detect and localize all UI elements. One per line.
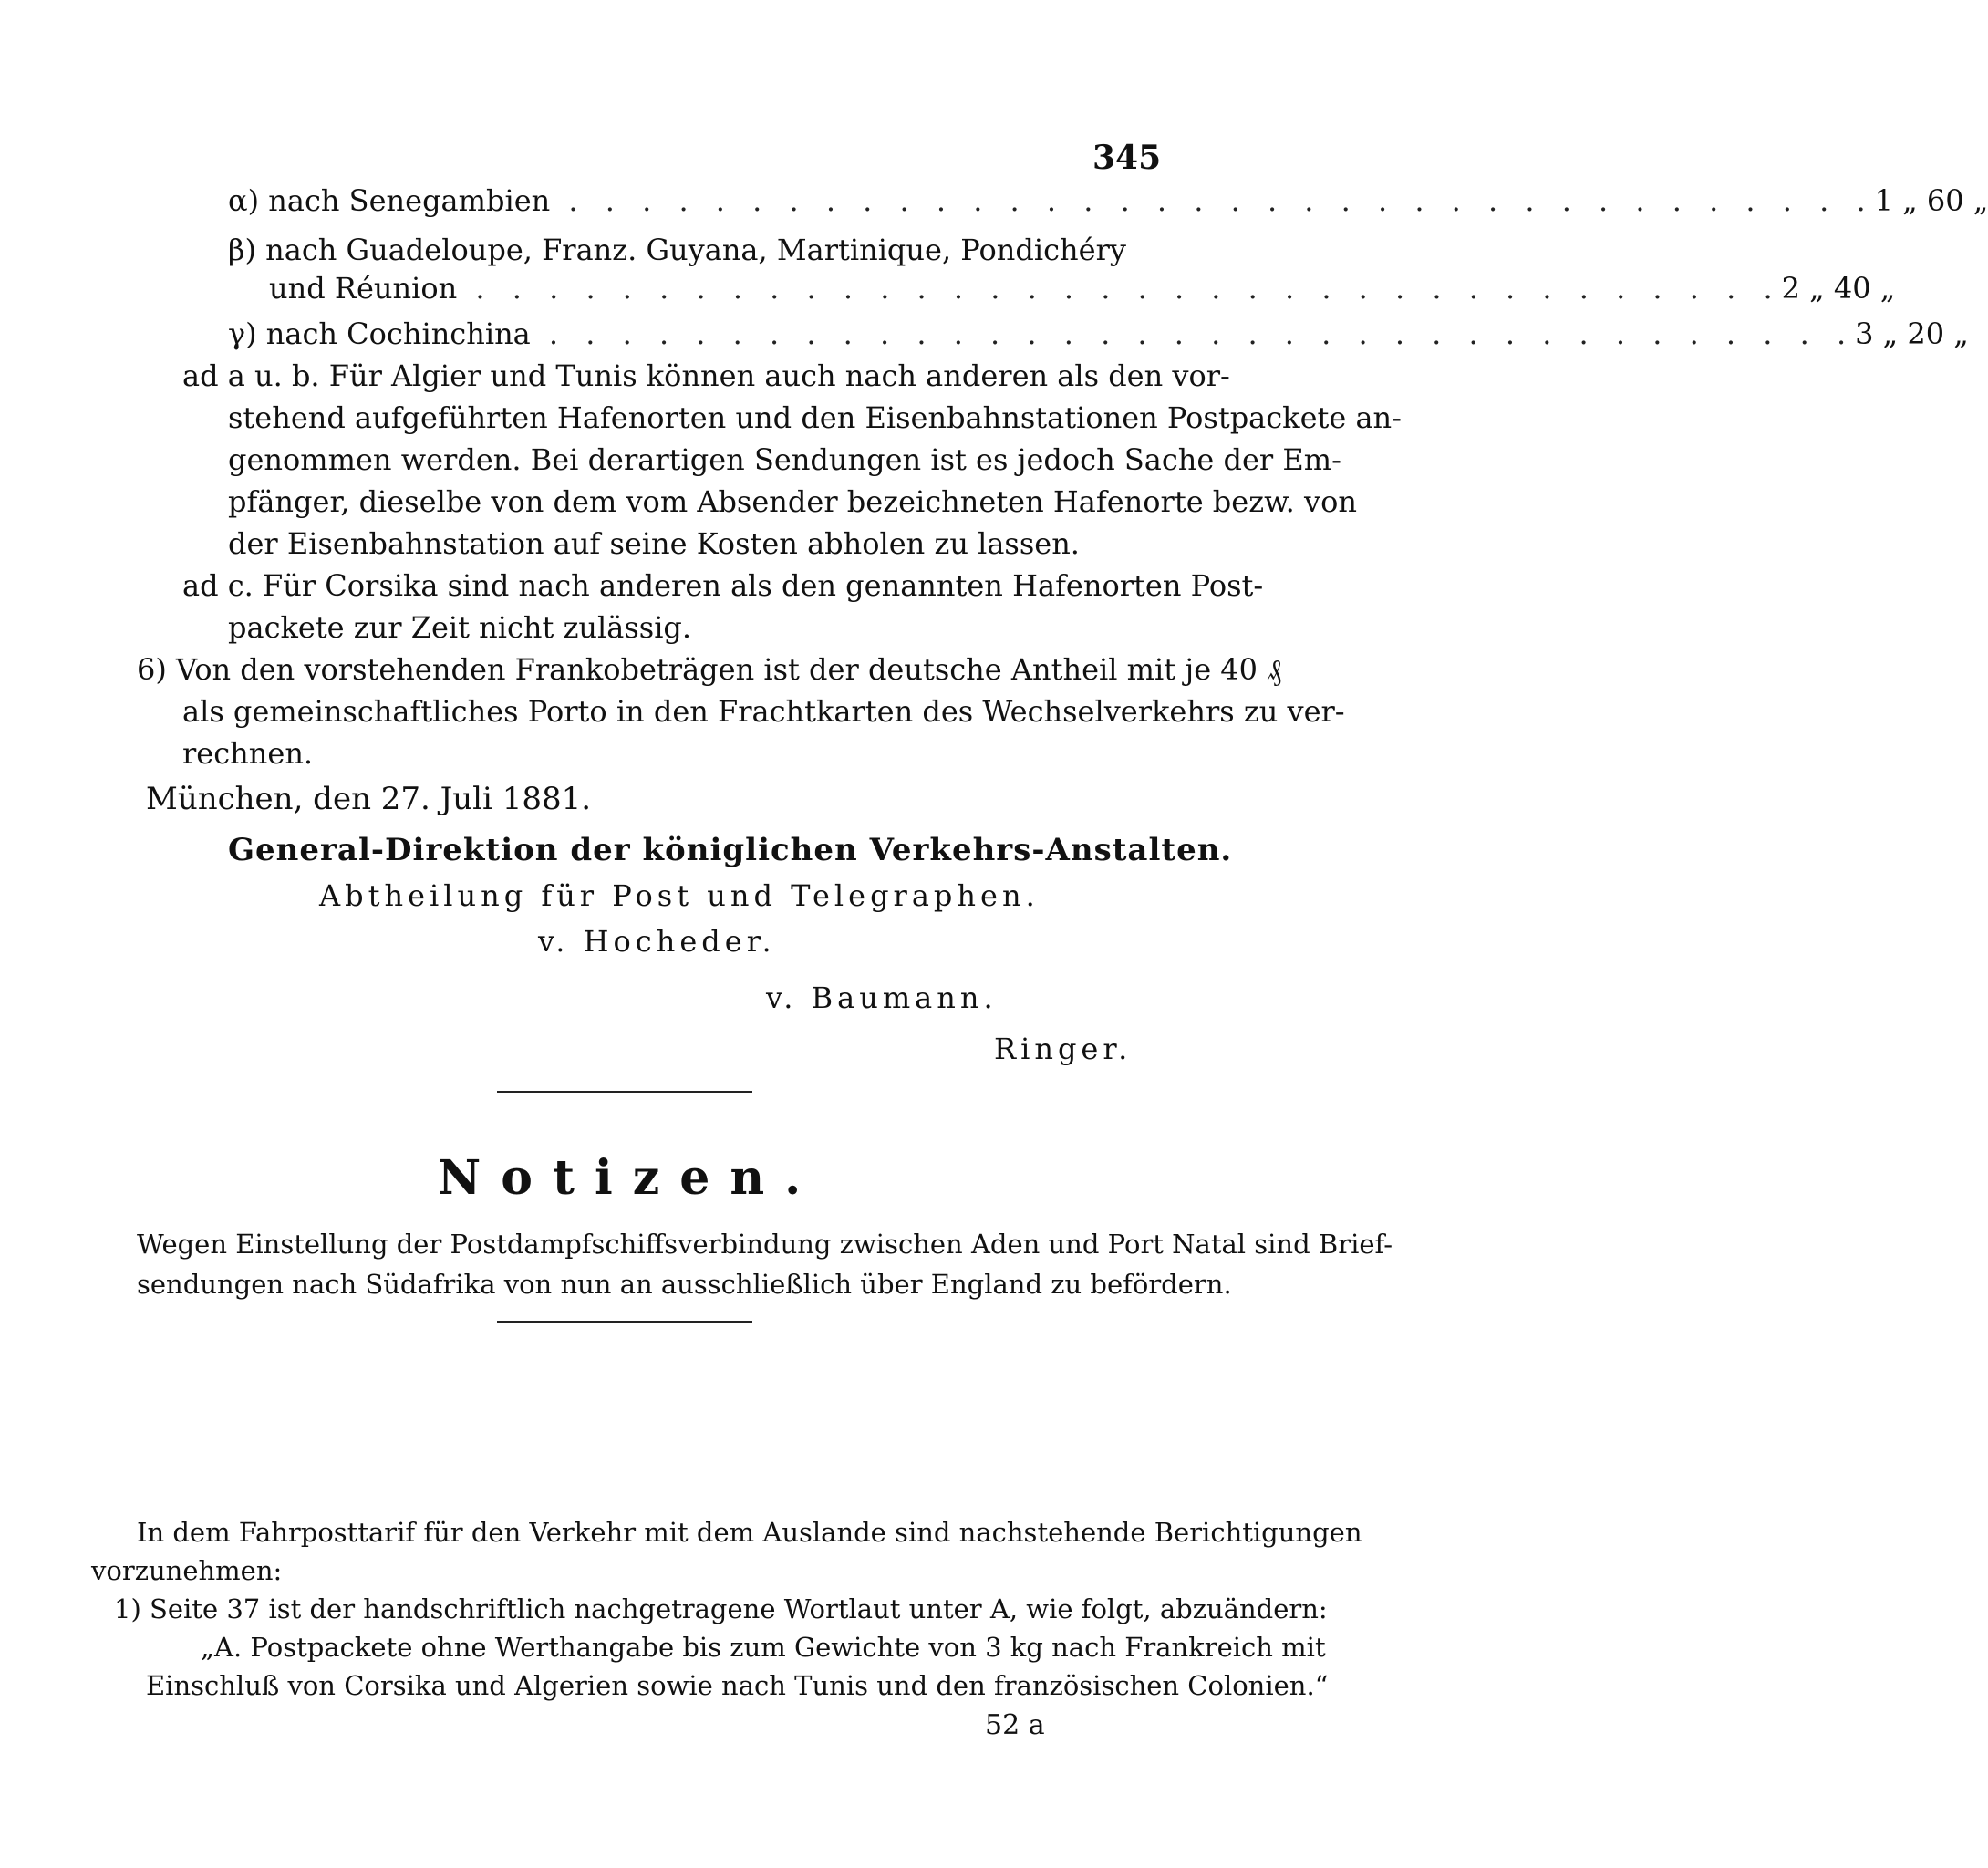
rate-amount: 3 „ 20 „ bbox=[1855, 317, 1969, 351]
note-ad-ab-line-2: stehend aufgeführten Hafenorten und den Eisenbahnstationen Postpackete an- bbox=[228, 400, 1402, 435]
issuing-authority: General-Direktion der königlichen Verkehrs-Anstalten. bbox=[228, 832, 1233, 868]
note-ad-c-line-1: ad c. Für Corsika sind nach anderen als den genannten Hafenorten Post- bbox=[182, 568, 1264, 603]
rate-entry-cochinchina bbox=[228, 316, 1969, 352]
note-item-6-line-2: als gemeinschaftliches Porto in den Frachtkarten des Wechselverkehrs zu ver- bbox=[182, 694, 1345, 729]
dot-leaders: . . . . . . . . . . . . . . . . . . . . . . . . . . . . . . . . . . . . bbox=[530, 317, 1856, 351]
rate-label: γ) nach Cochinchina bbox=[228, 317, 531, 351]
note-item-6-line-1: 6) Von den vorstehenden Frankobeträgen ist der deutsche Antheil mit je 40 ₰ bbox=[137, 652, 1282, 687]
rate-entry-guadeloupe-label: β) nach Guadeloupe, Franz. Guyana, Martinique, Pondichéry bbox=[228, 233, 1126, 267]
signer-hocheder: v. Hocheder. bbox=[538, 924, 776, 959]
signature-mark: 52 a bbox=[985, 1709, 1045, 1741]
rate-entry-guadeloupe bbox=[269, 270, 1896, 306]
notices-title: Notizen. bbox=[437, 1150, 822, 1206]
note-ad-c-line-2: packete zur Zeit nicht zulässig. bbox=[228, 610, 692, 645]
section-divider bbox=[497, 1091, 752, 1093]
correction-intro-line-1: In dem Fahrposttarif für den Verkehr mit dem Auslande sind nachstehende Berichtigungen bbox=[137, 1517, 1362, 1548]
note-ad-ab-line-4: pfänger, dieselbe von dem vom Absender bezeichneten Hafenorte bezw. von bbox=[228, 484, 1357, 519]
correction-intro-line-2: vorzunehmen: bbox=[91, 1555, 283, 1586]
note-item-6-line-3: rechnen. bbox=[182, 736, 314, 771]
note-ad-ab-line-3: genommen werden. Bei derartigen Sendungen ist es jedoch Sache der Em- bbox=[228, 442, 1341, 477]
notice-line-2: sendungen nach Südafrika von nun an ausschließlich über England zu befördern. bbox=[137, 1269, 1232, 1300]
correction-quote-line-1: „A. Postpackete ohne Werthangabe bis zum Gewichte von 3 kg nach Frankreich mit bbox=[201, 1632, 1326, 1663]
rate-label: α) nach Senegambien bbox=[228, 183, 551, 218]
place-date: München, den 27. Juli 1881. bbox=[146, 781, 592, 817]
dot-leaders: . . . . . . . . . . . . . . . . . . . . . . . . . . . . . . . . . . . . bbox=[550, 183, 1875, 218]
page-number: 345 bbox=[1092, 139, 1162, 177]
rate-entry-senegambia bbox=[228, 182, 1988, 219]
notice-line-1: Wegen Einstellung der Postdampfschiffsverbindung zwischen Aden und Port Natal sind Brief- bbox=[137, 1229, 1393, 1260]
correction-quote-line-2: Einschluß von Corsika und Algerien sowie nach Tunis und den französischen Colonien.“ bbox=[146, 1670, 1329, 1701]
rate-amount: 1 „ 60 „ bbox=[1874, 183, 1988, 218]
correction-item-1: 1) Seite 37 ist der handschriftlich nachgetragene Wortlaut unter A, wie folgt, abzuändern: bbox=[114, 1593, 1328, 1624]
rate-continuation: und Réunion bbox=[269, 271, 458, 306]
section-divider bbox=[497, 1321, 752, 1323]
signer-baumann: v. Baumann. bbox=[766, 981, 998, 1015]
dot-leaders: . . . . . . . . . . . . . . . . . . . . . . . . . . . . . . . . . . . . bbox=[457, 271, 1782, 306]
signer-ringer: Ringer. bbox=[994, 1032, 1133, 1066]
department: Abtheilung für Post und Telegraphen. bbox=[319, 878, 1040, 913]
note-ad-ab-line-1: ad a u. b. Für Algier und Tunis können auch nach anderen als den vor- bbox=[182, 358, 1230, 393]
rate-amount: 2 „ 40 „ bbox=[1781, 271, 1896, 306]
note-ad-ab-line-5: der Eisenbahnstation auf seine Kosten abholen zu lassen. bbox=[228, 526, 1080, 561]
